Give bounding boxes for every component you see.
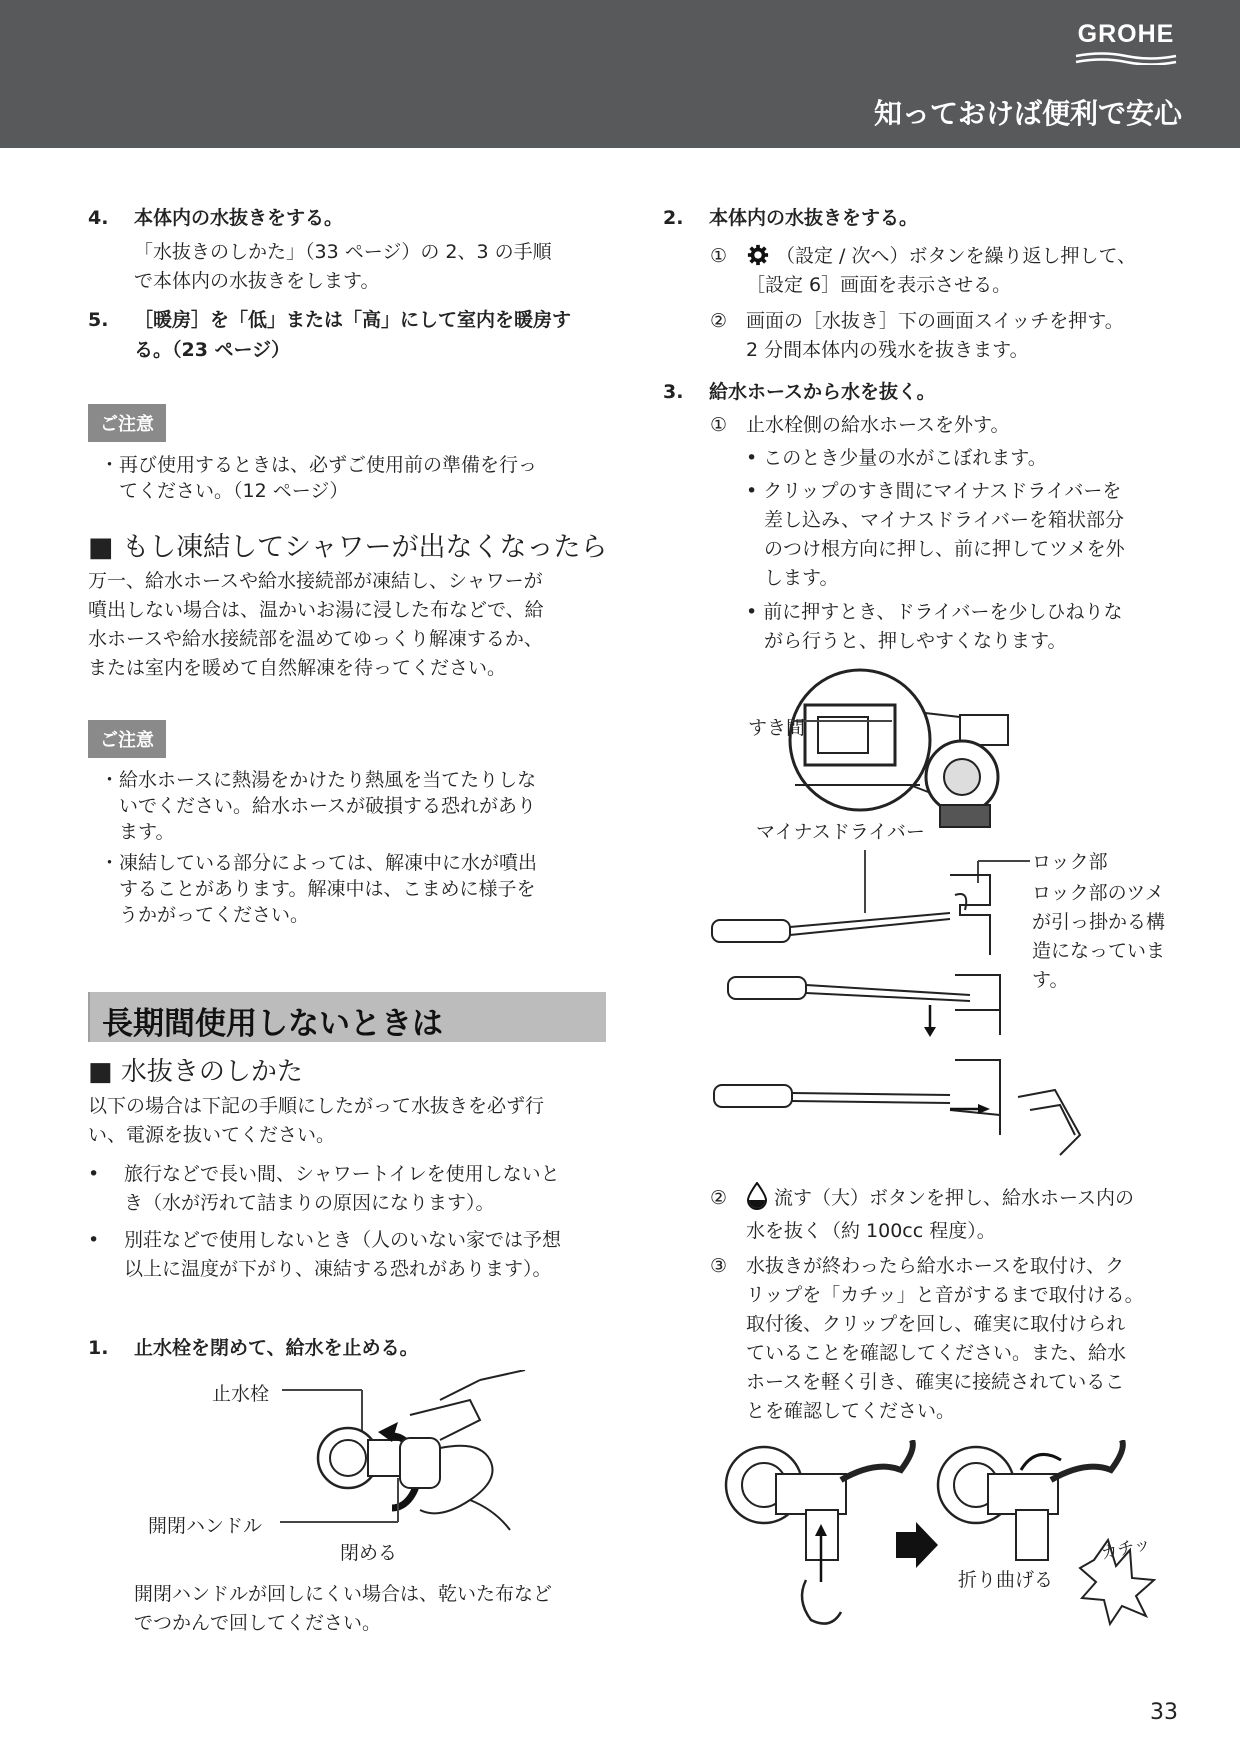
page-header	[0, 0, 1240, 148]
header-title: 知っておけば便利で安心	[873, 97, 1182, 130]
step-3-item-1: ① 止水栓側の給水ホースを外す。	[710, 414, 1010, 436]
section-title-bar	[88, 992, 606, 1042]
step-3-item-3: ③ 水抜きが終わったら給水ホースを取付け、ク リップを「カチッ」と音がするまで取付ける。 取付後、クリップを回し、確実に取付けられ ていることを確認してください。また、給水 ホースを軽く引き、確実に接続されているこ とを確認してください。	[710, 1255, 1144, 1422]
step-4-body: 「水抜きのしかた」（33 ページ）の 2、3 の手順 で本体内の水抜きをします。	[134, 241, 552, 292]
drain-bullet-2: • 別荘などで使用しないとき（人のいない家では予想 以上に温度が下がり、凍結する恐れがあります）。	[88, 1229, 562, 1280]
step-1-title: 止水栓を閉めて、給水を止める。	[134, 1337, 419, 1359]
valve-label: 止水栓	[212, 1383, 270, 1405]
step-3: 3. 給水ホースから水を抜く。	[663, 381, 936, 403]
water-drop-icon	[746, 1182, 768, 1210]
bend-label: 折り曲げる	[958, 1569, 1054, 1591]
step-3-item-2: ② 流す（大）ボタンを押し、給水ホース内の 水を抜く（約 100cc 程度）。	[710, 1182, 1134, 1246]
drain-intro: 以下の場合は下記の手順にしたがって水抜きを必ず行 い、電源を抜いてください。	[88, 1095, 545, 1146]
drain-bullet-1: • 旅行などで長い間、シャワートイレを使用しないと き（水が汚れて詰まりの原因になります）。	[88, 1163, 560, 1214]
step-3-bullet-3: • 前に押すとき、ドライバーを少しひねりな がら行うと、押しやすくなります。	[746, 601, 1123, 652]
step-4-title: 本体内の水抜きをする。	[134, 207, 344, 229]
step-2-title: 本体内の水抜きをする。	[709, 207, 919, 229]
click-label: カチッ	[1098, 1533, 1153, 1564]
section-title: 長期間使用しないときは	[102, 1006, 443, 1042]
lock-label: ロック部	[1032, 851, 1108, 873]
brand-logo	[1070, 20, 1182, 72]
caution-1-bullet: ・再び使用するときは、必ずご使用前の準備を行っ てください。（12 ページ）	[100, 454, 538, 502]
freeze-body: 万一、給水ホースや給水接続部が凍結し、シャワーが 噴出しない場合は、温かいお湯に浸した布などで、給 水ホースや給水接続部を温めてゆっくり解凍するか、 または室内を暖めて自然解凍を待ってください。	[88, 570, 544, 679]
gap-leader-line	[792, 716, 892, 726]
caution-2-bullet-2: ・凍結している部分によっては、解凍中に水が噴出 することがあります。解凍中は、こまめに様子を うかがってください。	[100, 852, 538, 926]
step-2-item-1: ① （設定 / 次へ）ボタンを繰り返し押して、 ［設定 6］画面を表示させる。	[710, 245, 1137, 296]
step-3-bullet-1: • このとき少量の水がこぼれます。	[746, 447, 1047, 469]
step-3-title: 給水ホースから水を抜く。	[709, 381, 936, 403]
page-number: 33	[1150, 1700, 1178, 1725]
caution-label-2: ご注意	[88, 720, 166, 758]
gap-label: すき間	[748, 717, 806, 739]
step-5: 5. ［暖房］を「低」または「高」にして室内を暖房す る。（23 ページ）	[88, 309, 572, 361]
driver-label: マイナスドライバー	[756, 821, 925, 843]
step-3-bullet-2: • クリップのすき間にマイナスドライバーを 差し込み、マイナスドライバーを箱状部分 のつけ根方向に押し、前に押してツメを外 します。	[746, 480, 1125, 589]
step-1-note: 開閉ハンドルが回しにくい場合は、乾いた布など でつかんで回してください。	[134, 1583, 553, 1634]
handle-label: 開閉ハンドル	[148, 1515, 263, 1537]
freeze-heading: ■ もし凍結してシャワーが出なくなったら	[88, 532, 608, 563]
gear-icon	[746, 244, 770, 266]
brand-name: GROHE	[1077, 20, 1175, 48]
step-4: 4. 本体内の水抜きをする。	[88, 207, 344, 229]
lock-note: ロック部のツメ が引っ掛かる構 造になっていま す。	[1032, 882, 1166, 991]
valve-figure	[140, 1370, 530, 1570]
close-label: 閉める	[340, 1542, 398, 1564]
wave-icon	[1074, 51, 1178, 65]
step-1: 1. 止水栓を閉めて、給水を止める。	[88, 1337, 419, 1359]
drain-heading: ■ 水抜きのしかた	[88, 1057, 303, 1087]
step-2: 2. 本体内の水抜きをする。	[663, 207, 919, 229]
caution-2-bullet-1: ・給水ホースに熱湯をかけたり熱風を当てたりしな いでください。給水ホースが破損する恐れがあり ます。	[100, 769, 537, 843]
caution-label-1: ご注意	[88, 404, 166, 442]
step-2-item-2: ② 画面の［水抜き］下の画面スイッチを押す。 2 分間本体内の残水を抜きます。	[710, 310, 1124, 361]
